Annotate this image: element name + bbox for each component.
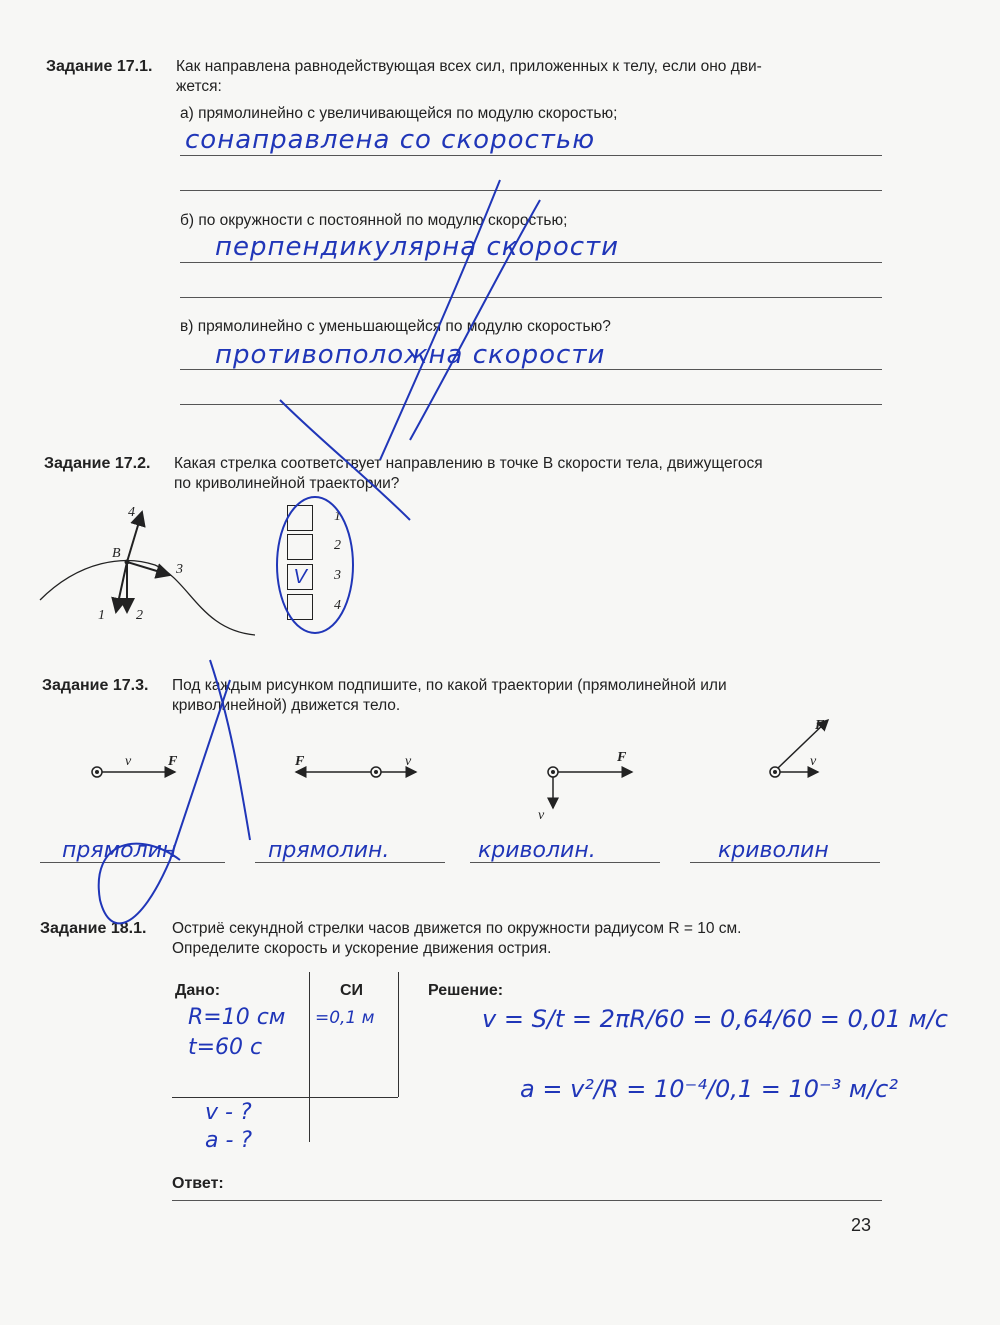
task-18-1-question-line2: Определите скорость и ускорение движения острия. — [172, 940, 552, 957]
task-17-3-question-line2: криволинейной) движется тело. — [172, 697, 401, 714]
given-1[interactable]: R=10 см — [188, 1005, 286, 1030]
task-17-3-answer-2[interactable]: прямолин. — [268, 838, 390, 863]
solution-header: Решение: — [428, 982, 504, 999]
task-17-1-label: Задание 17.1. — [46, 58, 153, 75]
fig4-f-label: F — [815, 718, 825, 733]
arrow-3-label: 3 — [176, 562, 183, 577]
task-17-3-answer-3[interactable]: криволин. — [478, 838, 596, 863]
task-17-2-label: Задание 17.2. — [44, 455, 151, 472]
given-2[interactable]: t=60 с — [188, 1035, 263, 1060]
task-17-1-answer-b[interactable]: перпендикулярна скорости — [215, 232, 620, 262]
task-17-2-question-line1: Какая стрелка соответствует направлению в точке B скорости тела, движущегося — [174, 455, 763, 472]
si-1[interactable]: =0,1 м — [315, 1008, 375, 1028]
si-header: СИ — [340, 982, 364, 999]
arrow-1-label: 1 — [98, 608, 105, 623]
task-18-1-label: Задание 18.1. — [40, 920, 147, 937]
answer-label: Ответ: — [172, 1175, 224, 1192]
task-17-3-question-line1: Под каждым рисунком подпишите, по какой траектории (прямолинейной или — [172, 677, 727, 694]
task-17-1-answer-a[interactable]: сонаправлена со скоростью — [185, 125, 596, 155]
fig1-v-label: v — [125, 754, 132, 769]
task-17-1-option-a: а) прямолинейно с увеличивающейся по модулю скоростью; — [180, 105, 618, 122]
task-17-3-answer-1[interactable]: прямолин — [62, 838, 177, 863]
table-divider-vertical — [309, 972, 310, 1142]
task-17-1-answer-c[interactable]: противоположна скорости — [215, 340, 606, 370]
solution-line-2[interactable]: a = v²/R = 10⁻⁴/0,1 = 10⁻³ м/с² — [520, 1075, 898, 1103]
pen-scribble — [80, 140, 600, 980]
check-mark: V — [293, 566, 307, 588]
answer-line — [172, 1200, 882, 1201]
fig3-f-label: F — [617, 750, 627, 765]
option-4-label: 4 — [334, 598, 341, 613]
task-17-1-option-c: в) прямолинейно с уменьшающейся по модулю скоростью? — [180, 318, 611, 335]
solution-line-1[interactable]: v = S/t = 2πR/60 = 0,64/60 = 0,01 м/с — [482, 1005, 948, 1033]
fig2-v-label: v — [405, 754, 412, 769]
table-divider-horizontal — [172, 1097, 398, 1098]
arrow-4-label: 4 — [128, 505, 135, 520]
find-1[interactable]: v - ? — [205, 1100, 252, 1125]
option-1-label: 1 — [334, 509, 341, 524]
task-17-1-option-b: б) по окружности с постоянной по модулю скоростью; — [180, 212, 568, 229]
fig2-f-label: F — [295, 754, 305, 769]
option-3-label: 3 — [334, 568, 341, 583]
page-number: 23 — [851, 1215, 872, 1235]
fig3-v-label: v — [538, 808, 545, 823]
task-17-1-question-line1: Как направлена равнодействующая всех сил, приложенных к телу, если оно дви- — [176, 58, 762, 75]
table-divider-vertical — [398, 972, 399, 1097]
answer-line — [690, 862, 880, 863]
option-2-label: 2 — [334, 538, 341, 553]
task-17-2-question-line2: по криволинейной траектории? — [174, 475, 400, 492]
fig1-f-label: F — [168, 754, 178, 769]
task-17-3-label: Задание 17.3. — [42, 677, 149, 694]
point-b-label: B — [112, 546, 121, 561]
find-2[interactable]: a - ? — [205, 1128, 253, 1153]
task-18-1-question-line1: Остриё секундной стрелки часов движется по окружности радиусом R = 10 см. — [172, 920, 742, 937]
arrow-2-label: 2 — [136, 608, 143, 623]
given-header: Дано: — [175, 982, 221, 999]
task-17-3-answer-4[interactable]: криволин — [718, 838, 829, 863]
task-17-1-question-line2: жется: — [176, 78, 222, 95]
fig4-v-label: v — [810, 754, 817, 769]
